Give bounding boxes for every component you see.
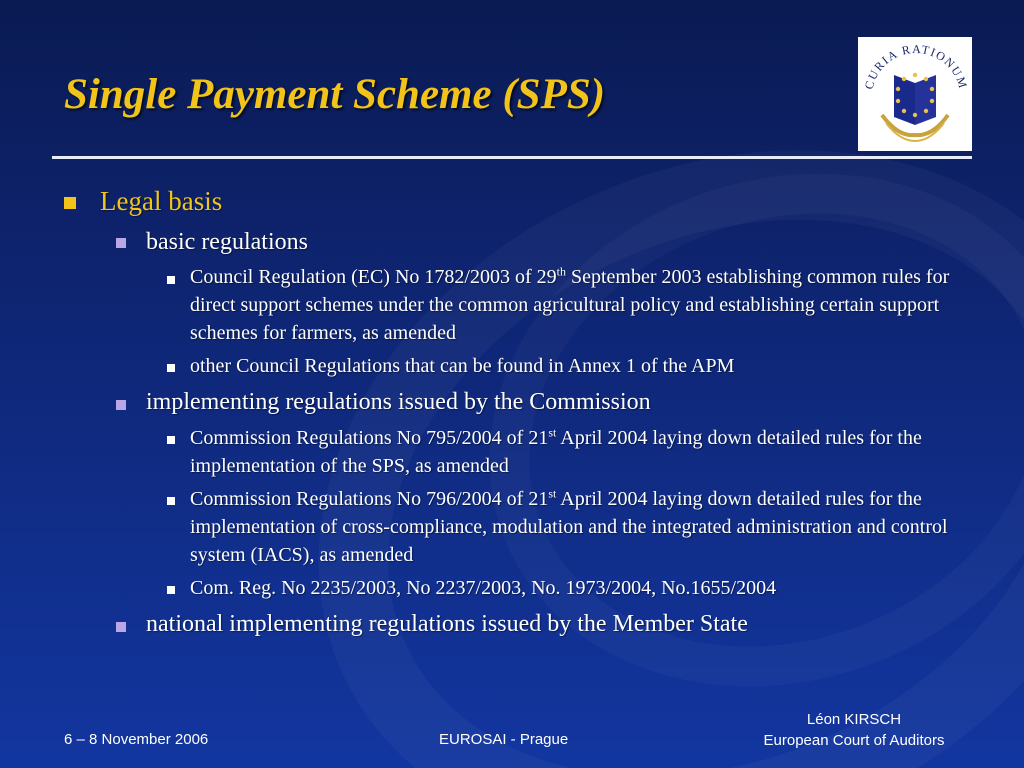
bullet-marker-icon	[167, 276, 175, 284]
logo-motto: CURIA RATIONUM	[861, 41, 971, 91]
bullet-marker-icon	[116, 622, 126, 632]
bullet-marker-icon	[116, 400, 126, 410]
bullet-level3: Commission Regulations No 795/2004 of 21st April 2004 laying down detailed rules for the implementation of the SPS, as amended	[190, 425, 922, 477]
bullet-level2: basic regulations	[146, 229, 308, 255]
slide-title: Single Payment Scheme (SPS)	[64, 71, 606, 118]
bullet-level2: implementing regulations issued by the Commission	[146, 389, 651, 415]
footer-organization: European Court of Auditors	[763, 732, 945, 749]
footer-event: EUROSAI - Prague	[439, 731, 569, 748]
bullet-level3: Council Regulation (EC) No 1782/2003 of 29th September 2003 establishing common rules for direct support schemes under the common agricultural policy and establishing certain support schemes for farmers, as amended	[190, 264, 950, 344]
bullet-level3: Com. Reg. No 2235/2003, No 2237/2003, No. 1973/2004, No.1655/2004	[190, 577, 777, 599]
bullet-level2: national implementing regulations issued by the Member State	[146, 611, 748, 637]
bullet-level3: Commission Regulations No 796/2004 of 21st April 2004 laying down detailed rules for the implementation of cross-compliance, modulation and the integrated administration and control system (IACS), as amended	[190, 486, 948, 566]
bullet-level3: other Council Regulations that can be found in Annex 1 of the APM	[190, 355, 735, 377]
bullet-marker-icon	[64, 197, 76, 209]
bullet-marker-icon	[167, 497, 175, 505]
bullet-marker-icon	[167, 586, 175, 594]
bullet-level1: Legal basis	[100, 186, 223, 216]
footer-author-block	[751, 709, 957, 751]
footer-date: 6 – 8 November 2006	[64, 731, 209, 748]
footer-author: Léon KIRSCH	[806, 711, 902, 728]
bullet-marker-icon	[167, 436, 175, 444]
bullet-marker-icon	[116, 238, 126, 248]
bullet-marker-icon	[167, 364, 175, 372]
